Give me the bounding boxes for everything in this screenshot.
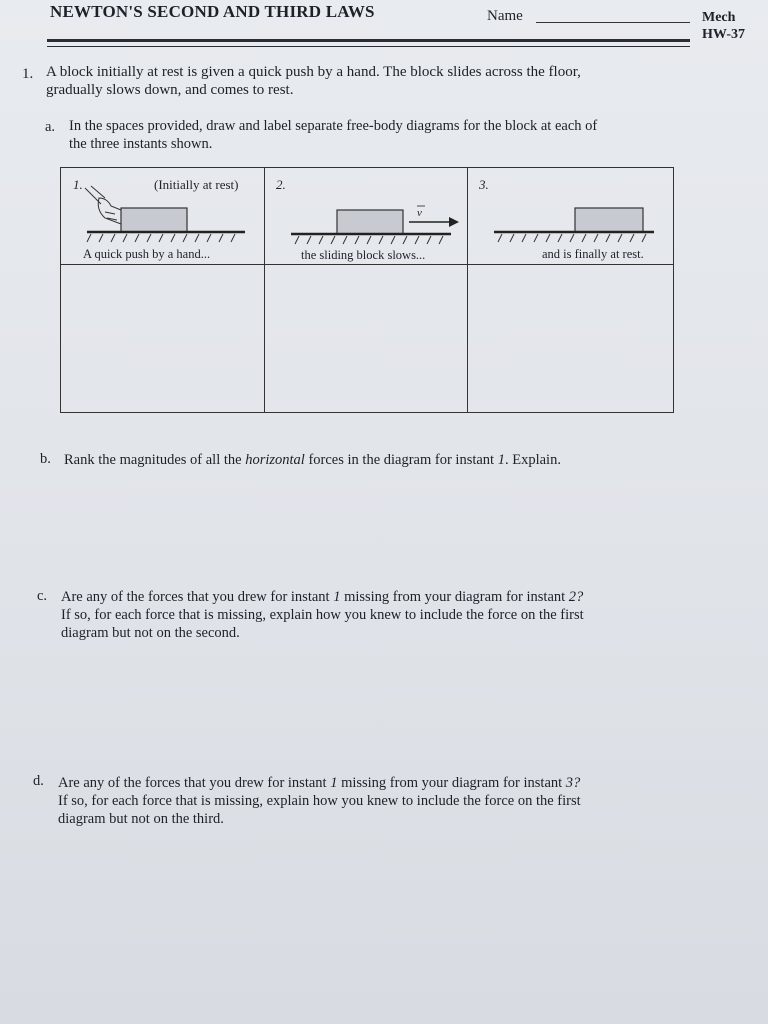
part-c-text-mid: missing from your diagram for instant — [340, 589, 569, 605]
instant-2-caption: the sliding block slows... — [301, 248, 426, 262]
name-label: Name — [487, 8, 523, 24]
part-c-letter: c. — [37, 588, 48, 604]
part-a-line-1: In the spaces provided, draw and label separate free-body diagrams for the block at each of — [69, 118, 598, 134]
instant-1-number: 1. — [73, 177, 83, 192]
part-d-instant-b: 3? — [565, 775, 581, 791]
part-c-text-pre: Are any of the forces that you drew for instant — [61, 589, 334, 605]
hand-icon — [85, 186, 121, 224]
header-rule-thin — [47, 46, 690, 47]
problem-line-1: A block initially at rest is given a quick push by a hand. The block slides across the floor, — [46, 64, 581, 80]
part-d-line-2: If so, for each force that is missing, explain how you knew to include the force on the first — [58, 793, 581, 809]
block — [575, 208, 643, 232]
instant-1-label: (Initially at rest) — [154, 177, 239, 192]
floor-hatching — [87, 234, 235, 242]
problem-line-2: gradually slows down, and comes to rest. — [46, 82, 294, 98]
part-d-letter: d. — [33, 773, 44, 789]
problem-number: 1. — [22, 66, 34, 82]
course-code — [702, 9, 745, 43]
part-d-line-3: diagram but not on the third. — [58, 811, 224, 827]
part-b-text — [64, 451, 561, 469]
part-b-emphasis: horizontal — [245, 452, 305, 468]
part-d-text-pre: Are any of the forces that you drew for instant — [58, 775, 331, 791]
header-rule — [47, 39, 690, 42]
part-b-letter: b. — [40, 451, 51, 467]
part-a-letter: a. — [45, 119, 56, 135]
part-c-line-2: If so, for each force that is missing, explain how you knew to include the force on the first — [61, 607, 584, 623]
part-b-text-mid: forces in the diagram for instant — [304, 452, 498, 468]
part-c-line-1 — [61, 588, 584, 606]
part-d-text — [58, 774, 581, 828]
velocity-symbol: v — [417, 207, 422, 219]
part-b-instant: 1 — [497, 452, 505, 468]
table-divider — [61, 264, 673, 265]
block — [337, 210, 403, 234]
homework-code: HW-37 — [702, 27, 746, 42]
instant-3-number: 3. — [479, 177, 489, 192]
part-a-text — [69, 117, 597, 153]
velocity-arrowhead — [449, 217, 459, 227]
course-name: Mech — [702, 10, 736, 25]
part-d-text-mid: missing from your diagram for instant — [337, 775, 566, 791]
problem-statement — [46, 63, 581, 99]
part-d-line-1 — [58, 774, 581, 792]
part-c-instant-a: 1 — [333, 589, 341, 605]
instant-3-caption: and is finally at rest. — [542, 247, 644, 261]
part-c-line-3: diagram but not on the second. — [61, 625, 240, 641]
instant-2-number: 2. — [276, 177, 286, 192]
worksheet-title: NEWTON'S SECOND AND THIRD LAWS — [50, 2, 375, 21]
part-c-instant-b: 2? — [568, 589, 584, 605]
part-b-text-post: . Explain. — [504, 452, 561, 468]
name-field-line[interactable] — [536, 22, 690, 23]
instant-1-caption: A quick push by a hand... — [83, 247, 211, 261]
part-a-line-2: the three instants shown. — [69, 136, 213, 152]
floor-hatching — [498, 234, 646, 242]
part-d-instant-a: 1 — [330, 775, 338, 791]
part-c-text — [61, 588, 584, 642]
floor-hatching — [295, 236, 443, 244]
free-body-diagram-table — [60, 167, 674, 413]
block — [121, 208, 187, 232]
part-b-text-pre: Rank the magnitudes of all the — [64, 452, 246, 468]
